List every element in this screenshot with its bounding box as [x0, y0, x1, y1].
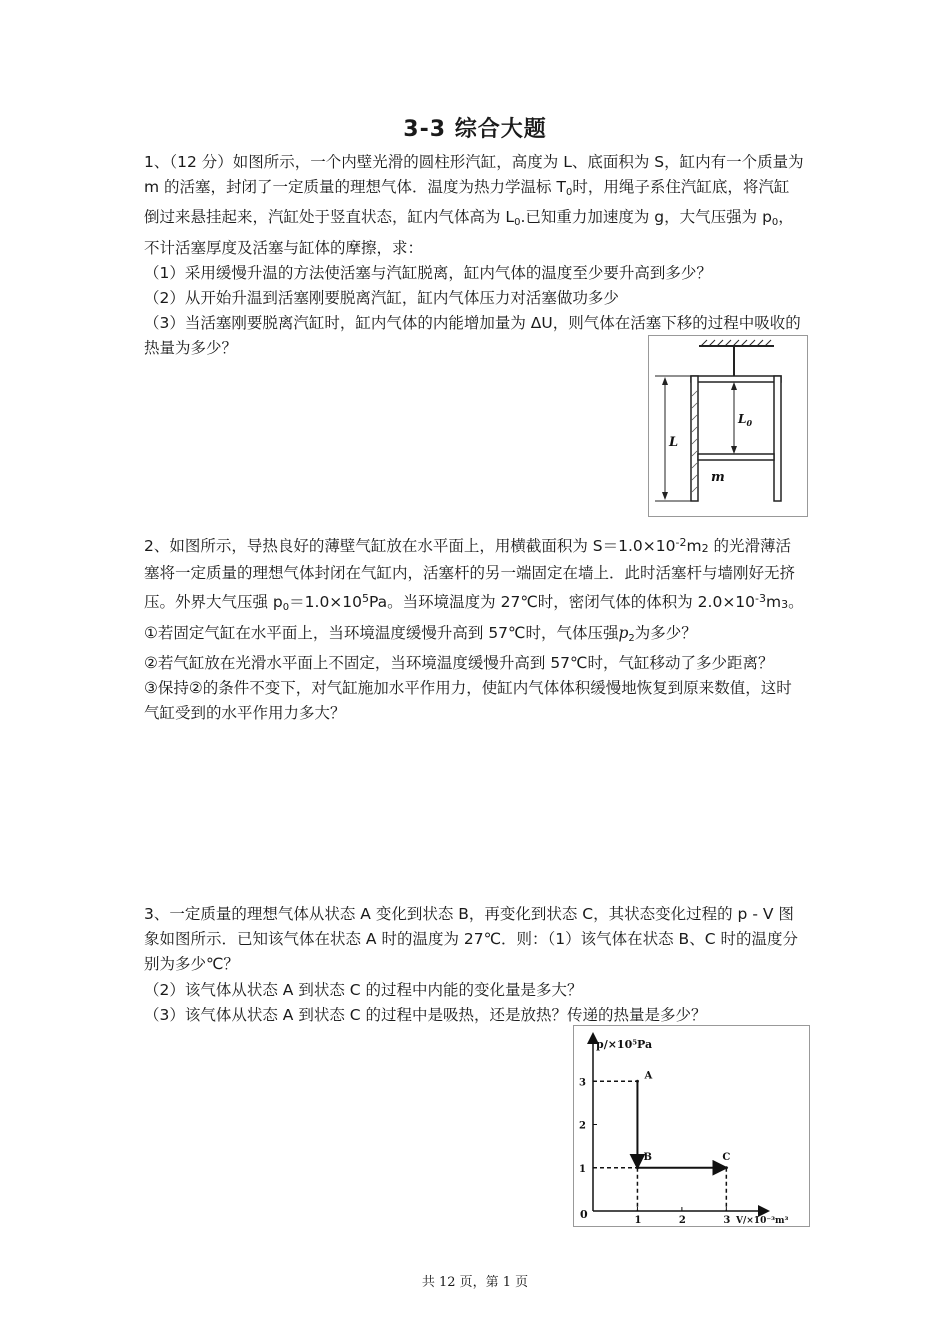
y-tick-label-1: 1	[579, 1163, 586, 1175]
question-3	[144, 902, 804, 1028]
piston	[698, 454, 774, 460]
cylinder-left-wall	[691, 376, 698, 501]
point-label-A: A	[644, 1070, 653, 1082]
origin-label: 0	[580, 1208, 588, 1221]
x-tick-label-1: 1	[634, 1215, 642, 1226]
y-axis-label: p/×10⁵Pa	[596, 1038, 653, 1051]
cylinder-right-wall	[774, 376, 781, 501]
x-tick-label-3: 3	[723, 1215, 731, 1226]
point-label-C: C	[722, 1151, 731, 1163]
cylinder-diagram	[649, 336, 807, 516]
point-B	[636, 1166, 639, 1169]
l0-label: $L_0$	[738, 412, 753, 428]
q2-part-2: ②若气缸放在光滑水平面上不固定，当环境温度缓慢升高到 57℃时，气缸移动了多少距离？	[144, 653, 774, 672]
q1-part-1: （1）采用缓慢升温的方法使活塞与汽缸脱离，缸内气体的温度至少要升高到多少？	[144, 263, 712, 282]
point-C	[725, 1166, 728, 1169]
point-label-B: B	[643, 1151, 652, 1163]
y-tick-label-3: 3	[579, 1077, 586, 1089]
l-label: L	[669, 435, 679, 450]
q1-part-3: （3）当活塞刚要脱离汽缸时，缸内气体的内能增加量为 ΔU，则气体在活塞下移的过程中吸收的热量为多少？	[144, 314, 801, 358]
x-tick-label-2: 2	[678, 1215, 686, 1226]
cylinder-figure	[648, 335, 808, 517]
q3-stem: 3、一定质量的理想气体从状态 A 变化到状态 B，再变化到状态 C，其状态变化过程的 p - V 图象如图所示．已知该气体在状态 A 时的温度为 27℃．则：（1）该气体在状态 B、C 时的温度分别为多少℃？	[144, 905, 798, 974]
question-1	[144, 150, 804, 362]
q1-part-2: （2）从开始升温到活塞刚要脱离汽缸，缸内气体压力对活塞做功多少	[144, 289, 619, 308]
q3-part-3: （3）该气体从状态 A 到状态 C 的过程中是吸热，还是放热？传递的热量是多少？	[144, 1005, 707, 1024]
l0-arrow-up	[731, 382, 737, 390]
page-footer: 共 12 页，第 1 页	[421, 1275, 529, 1290]
x-axis-label: V/×10⁻³m³	[736, 1216, 789, 1226]
cylinder-bottom	[691, 376, 781, 382]
page-title: 3-3 综合大题	[403, 117, 547, 142]
y-tick-label-2: 2	[579, 1120, 586, 1132]
q1-stem: 1、（12 分）如图所示，一个内壁光滑的圆柱形汽缸，高度为 L、底面积为 S，缸内有一个质量为 m 的活塞，封闭了一定质量的理想气体．温度为热力学温标 $T_0$时，用绳子系住汽缸底，将汽缸倒过来悬挂起来，汽缸处于竖直状态，缸内气体高为 $L_0$.已知重力加速度为 g，大气压强为 $p_0$，不计活塞厚度及活塞与缸体的摩擦，求：	[144, 153, 804, 257]
q3-part-2: （2）该气体从状态 A 到状态 C 的过程中内能的变化量是多大？	[144, 980, 583, 999]
q2-part-1: ①若固定气缸在水平面上，当环境温度缓慢升高到 57℃时，气体压强$p_2$为多少？	[144, 623, 697, 644]
mass-label: m	[711, 470, 725, 485]
pv-chart	[574, 1026, 809, 1226]
question-2	[144, 530, 804, 726]
q2-part-3: ③保持②的条件不变下，对气缸施加水平作用力，使缸内气体体积缓慢地恢复到原来数值，这时气缸受到的水平作用力多大？	[144, 679, 792, 723]
q2-stem: 2、如图所示，导热良好的薄壁气缸放在水平面上，用横截面积为 $S=1.0\times 10^{-2}m2$ 的光滑薄活塞将一定质量的理想气体封闭在气缸内，活塞杆的另一端固定在墙上．此时活塞杆与墙刚好无挤压。外界大气压强 $p_0=1.0\times 10^5Pa$。当环境温度为 27℃时，密闭气体的体积为 $2.0\times 10^{-3}m3$。	[144, 536, 804, 614]
l-arrow-down	[662, 492, 668, 500]
pv-chart-figure	[573, 1025, 810, 1227]
l0-arrow-down	[731, 446, 737, 454]
l-arrow-up	[662, 377, 668, 385]
point-A	[636, 1080, 639, 1083]
